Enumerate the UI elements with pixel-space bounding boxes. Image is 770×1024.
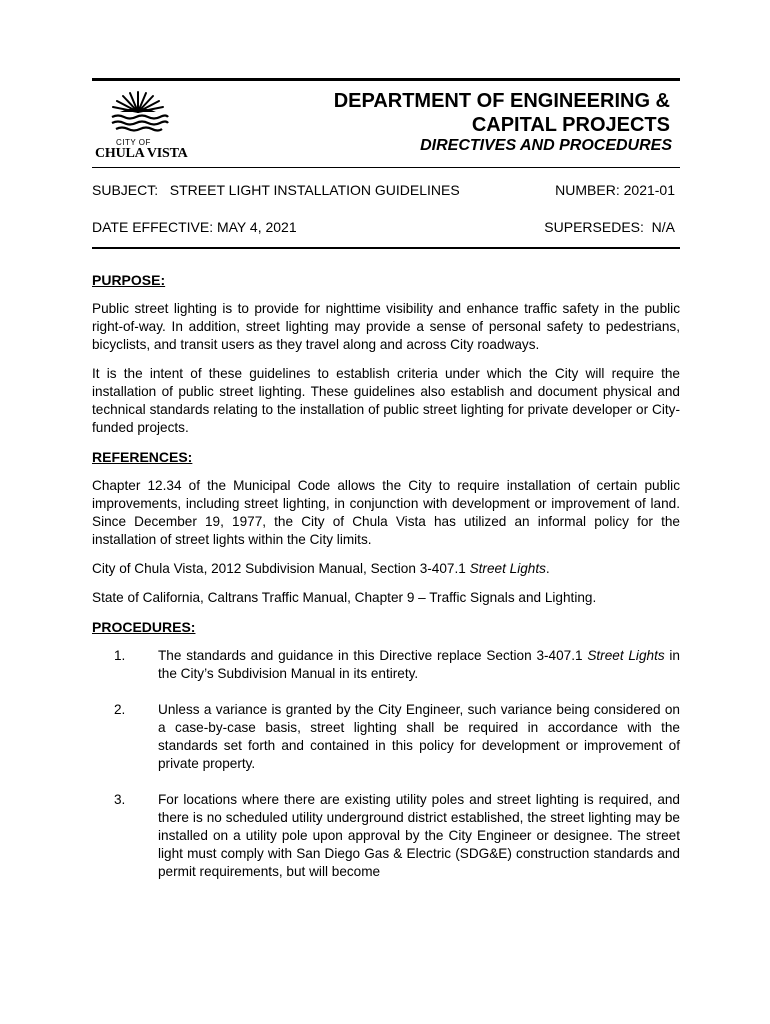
procedure-number: 1. xyxy=(114,648,126,663)
procedure-text: For locations where there are existing utility poles and street lighting is required, and there is no scheduled utility underground district established, the street lighting may be installed on a utility pole upon approval by the City Engineer or designee. The street light must comply with San Diego Gas & Electric (SDG&E) construction standards and permit requirements, but will become xyxy=(158,792,680,879)
meta-rule xyxy=(92,247,680,249)
procedure-item-1 xyxy=(92,647,680,683)
references-p2-italic: Street Lights xyxy=(469,561,546,576)
subject-row xyxy=(92,182,675,198)
purpose-paragraph-1: Public street lighting is to provide for nighttime visibility and enhance traffic safety in the public right-of-way. In addition, street lighting may provide a sense of personal safety to pedestrians, bicyclists, and transit users as they travel along and across City roadways. xyxy=(92,301,680,352)
subject-text: SUBJECT: STREET LIGHT INSTALLATION GUIDELINES xyxy=(92,182,460,198)
procedure-number: 3. xyxy=(114,792,126,807)
supersedes-text: SUPERSEDES: N/A xyxy=(544,219,675,235)
procedure-text-after: in the City’s Subdivision Manual in its entirety. xyxy=(158,648,680,681)
logo-city-of: CITY OF xyxy=(116,138,151,147)
date-row xyxy=(92,219,675,235)
references-paragraph-3: State of California, Caltrans Traffic Manual, Chapter 9 – Traffic Signals and Lighting. xyxy=(92,590,597,605)
procedure-text-before: The standards and guidance in this Directive replace Section 3-407.1 xyxy=(158,648,588,663)
department-title xyxy=(310,89,670,137)
references-p2-text: City of Chula Vista, 2012 Subdivision Manual, Section 3-407.1 xyxy=(92,561,470,576)
procedure-number: 2. xyxy=(114,702,126,717)
references-p2-end: . xyxy=(545,561,550,576)
number-text: NUMBER: 2021-01 xyxy=(555,182,675,198)
procedure-item-3 xyxy=(92,791,680,881)
procedures-list xyxy=(92,647,680,881)
purpose-paragraph-2: It is the intent of these guidelines to establish criteria under which the City will require the installation of public street lighting. These guidelines also establish and document physical and technical standards relating to the installation of public street lighting for private developer or City-funded projects. xyxy=(92,366,680,435)
procedures-heading: PROCEDURES: xyxy=(92,619,196,635)
top-rule xyxy=(92,78,680,81)
document-body xyxy=(92,271,680,899)
purpose-heading: PURPOSE: xyxy=(92,272,166,288)
references-paragraph-1: Chapter 12.34 of the Municipal Code allows the City to require installation of certain public improvements, including street lighting, in conjunction with development or improvement of land. Since December 19, 1977, the City of Chula Vista has utilized an informal policy for the installation of street lights within the City limits. xyxy=(92,478,680,547)
directives-subtitle: DIRECTIVES AND PROCEDURES xyxy=(420,137,672,154)
procedure-text-italic: Street Lights xyxy=(587,648,665,663)
department-line2: CAPITAL PROJECTS xyxy=(471,114,670,136)
references-paragraph-2 xyxy=(92,560,680,578)
procedure-text: Unless a variance is granted by the City Engineer, such variance being considered on a case-by-case basis, street lighting shall be required in accordance with the standards set forth and contained in this policy for development or improvement of private property. xyxy=(158,702,680,771)
references-heading: REFERENCES: xyxy=(92,449,193,465)
date-effective-text: DATE EFFECTIVE: MAY 4, 2021 xyxy=(92,219,297,235)
header-rule xyxy=(92,167,680,168)
procedure-item-2 xyxy=(92,701,680,773)
city-logo xyxy=(92,90,188,164)
department-line1: DEPARTMENT OF ENGINEERING & xyxy=(333,90,670,112)
logo-city-name: CHULA VISTA xyxy=(95,146,188,161)
sun-waves-icon xyxy=(106,90,170,136)
